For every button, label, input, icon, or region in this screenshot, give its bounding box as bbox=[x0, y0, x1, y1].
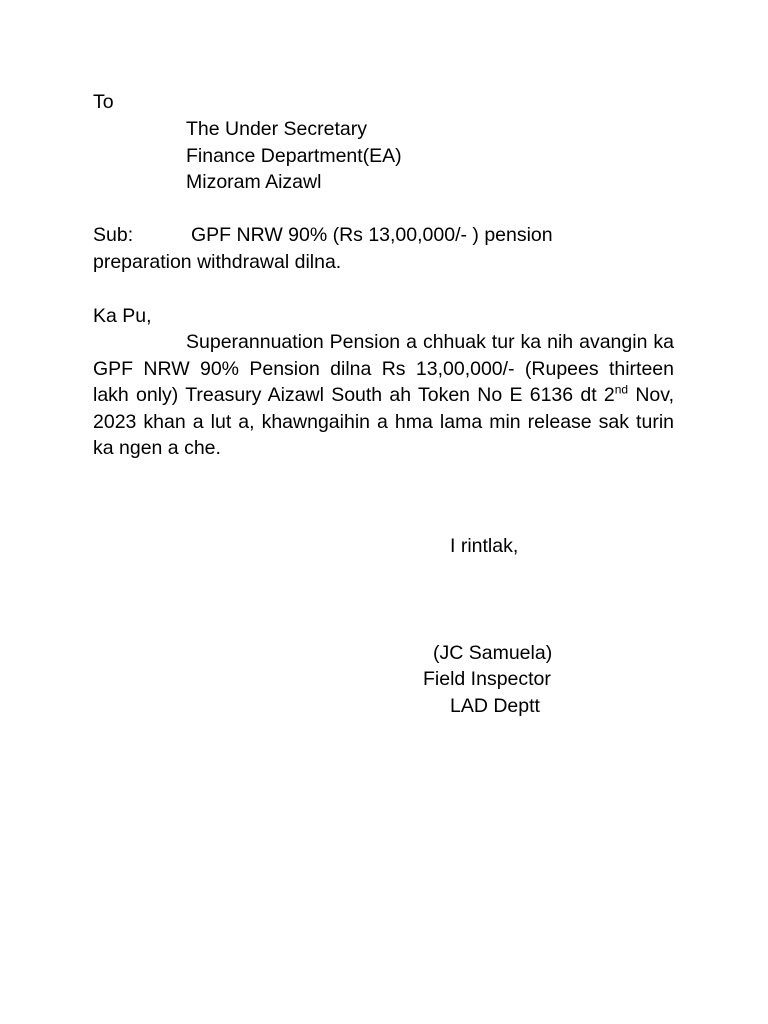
addressee-line-3: Mizoram Aizawl bbox=[186, 171, 322, 193]
body-text-part-1: Superannuation Pension a chhuak tur ka nih avangin ka GPF NRW 90% Pension dilna Rs 13,00,000/- (Rupees thirteen lakh only) Treasury Aizawl South ah Token No E 6136 dt 2 bbox=[93, 331, 674, 406]
signatory-designation: Field Inspector bbox=[423, 668, 551, 690]
salutation: Ka Pu, bbox=[93, 305, 152, 327]
letter-body bbox=[93, 329, 674, 462]
body-text-part-2: Nov, 2023 khan a lut a, khawngaihin a hma lama min release sak turin ka ngen a che. bbox=[93, 384, 674, 459]
signatory-name: (JC Samuela) bbox=[433, 642, 553, 664]
subject-line-2: preparation withdrawal dilna. bbox=[93, 251, 342, 273]
signatory-department: LAD Deptt bbox=[450, 695, 540, 717]
addressee-line-2: Finance Department(EA) bbox=[186, 145, 402, 167]
date-ordinal-suffix: nd bbox=[614, 382, 629, 397]
subject-line-1: GPF NRW 90% (Rs 13,00,000/- ) pension bbox=[191, 224, 553, 246]
to-label: To bbox=[93, 91, 114, 113]
subject-label: Sub: bbox=[93, 224, 134, 246]
closing: I rintlak, bbox=[450, 535, 519, 557]
addressee-line-1: The Under Secretary bbox=[186, 118, 367, 140]
